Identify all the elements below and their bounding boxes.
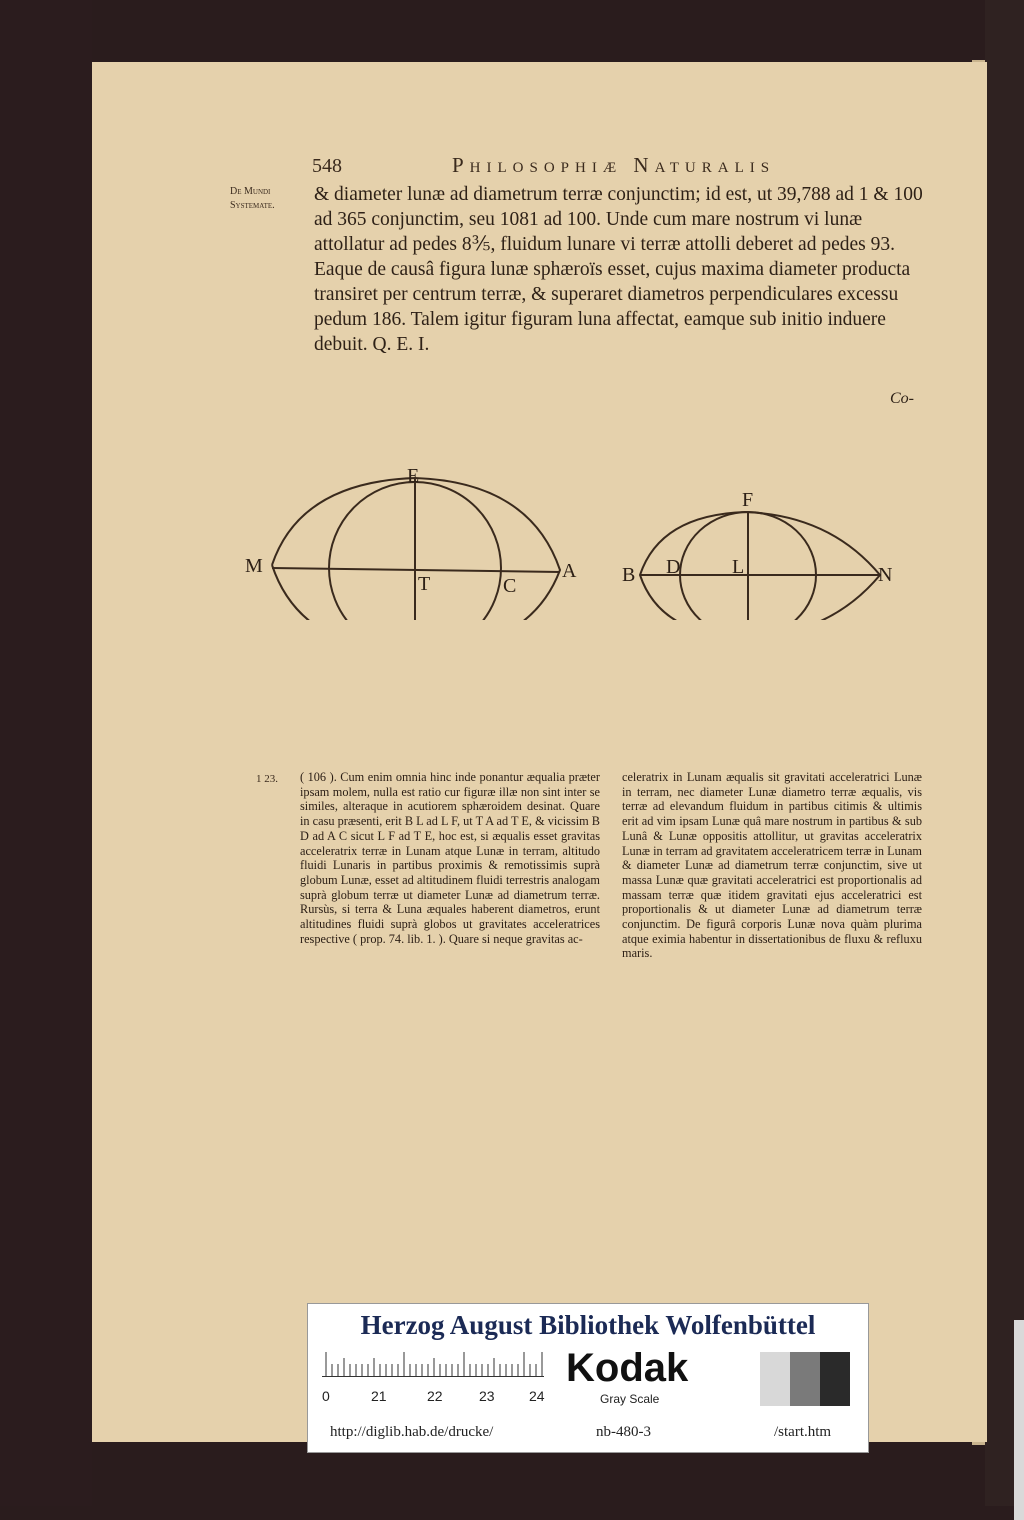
main-paragraph: [314, 182, 934, 357]
url-right: /start.htm: [774, 1424, 832, 1440]
label-L: L: [732, 556, 745, 578]
gray-swatch-dark: [820, 1352, 850, 1406]
label-T: T: [418, 573, 431, 595]
footnote-column-left: ( 106 ). Cum enim omnia hinc inde ponantur æqualia præter ipsam molem, nulla est ratio cur figuræ illæ non sint inter se similes, alteraque in acutiorem sphæroidem desinat. Quare in casu præsenti, erit B L ad L F, ut T A ad T E, & vicissim B D ad A C sicut L F ad T E, hoc est, si æqualis esset gravitas acceleratrix terræ in Lunam atque Lunæ in terram, altitudo fluidi Lunaris in partibus proximis & remotissimis suprà globum Lunæ, esset ad altitudinem fluidi terrestris analogam suprà globum terræ ut diameter Lunæ ad diametrum terræ. Rursùs, si terra & Luna æquales haberent diametros, erunt altitudines fluidi suprà globos ut gravitates acceleratrices respective ( prop. 74. lib. 1. ). Quare si neque gravitas ac-: [300, 770, 600, 946]
label-A: A: [562, 560, 577, 582]
label-B: B: [622, 564, 636, 586]
footnote-marker: 1 23.: [256, 773, 278, 785]
ruler-num-0: 0: [322, 1388, 330, 1404]
gray-swatch-light: [760, 1352, 790, 1406]
label-N: N: [878, 564, 893, 586]
earth-spheroid-figure: [272, 478, 560, 620]
label-F: F: [742, 489, 754, 511]
kodak-logo: Kodak: [566, 1346, 689, 1390]
ruler-num-24: 24: [529, 1388, 545, 1404]
footnote-column-right: celeratrix in Lunam æqualis sit gravitati acceleratrici Lunæ in terram, nec diameter Lunæ diametro terræ æqualis, vis terræ ad elevandum fluidum in partibus citimis & ultimis erit ad vim ipsam Lunæ quâ mare nostrum in partibus & sub Lunâ & Lunæ oppositis attollitur, ut gravitas acceleratrix Lunæ in terram ad gravitatem acceleratricem terræ in Lunam & diameter Lunæ ad diametrum terræ conjunctim, sive ut massa Lunæ quæ gravitati acceleratrici est proportionalis ad massam terræ quæ itidem gravitati ejus acceleratrici est proportionalis & ut diameter Lunæ ad diametrum terræ conjunctim. De figurâ corporis Lunæ nova quàm plurima atque eximia habentur in dissertationibus de fluxu & refluxu maris.: [622, 770, 922, 961]
library-stamp: [307, 1303, 869, 1453]
label-C: C: [503, 575, 517, 597]
ruler-num-23: 23: [479, 1388, 495, 1404]
lunar-figure: [240, 460, 940, 620]
body-text: & diameter lunæ ad diametrum terræ conjunctim; id est, ut 39,788 ad 1 & 100 ad 365 conjunctim, seu 1081 ad 100. Unde cum mare nostrum vi lunæ attollatur ad pedes 8⅗, fluidum lunare vi terræ attolli deberet ad pedes 93. Eaque de causâ figura lunæ sphæroïs esset, cujus maxima diameter producta transiret per centrum terræ, & superaret diametros perpendiculares excessu pedum 186. Talem igitur figuram luna affectat, eamque sub initio induere debuit. Q. E. I.: [314, 184, 923, 355]
library-name: Herzog August Bibliothek Wolfenbüttel: [360, 1310, 816, 1340]
scan-background-right: [985, 0, 1024, 1506]
label-M: M: [245, 555, 263, 577]
url-middle: nb-480-3: [596, 1424, 651, 1440]
scan-background-left: [0, 0, 92, 1506]
catchword: Co-: [890, 390, 914, 407]
gray-scale-label: Gray Scale: [600, 1392, 660, 1406]
label-D: D: [666, 556, 681, 578]
label-E: E: [407, 465, 420, 487]
running-head: Philosophiæ Naturalis: [452, 153, 776, 177]
scan-edge-tab: [1014, 1320, 1024, 1520]
margin-note: De Mundi Systemate.: [230, 186, 275, 211]
gray-swatch-mid: [790, 1352, 820, 1406]
page-number: 548: [312, 155, 342, 177]
ruler-num-21: 21: [371, 1388, 387, 1404]
ruler-num-22: 22: [427, 1388, 443, 1404]
scale-ruler: [322, 1352, 544, 1377]
url-left: http://diglib.hab.de/drucke/: [330, 1424, 494, 1440]
spheroid-lower-left: [272, 565, 415, 620]
